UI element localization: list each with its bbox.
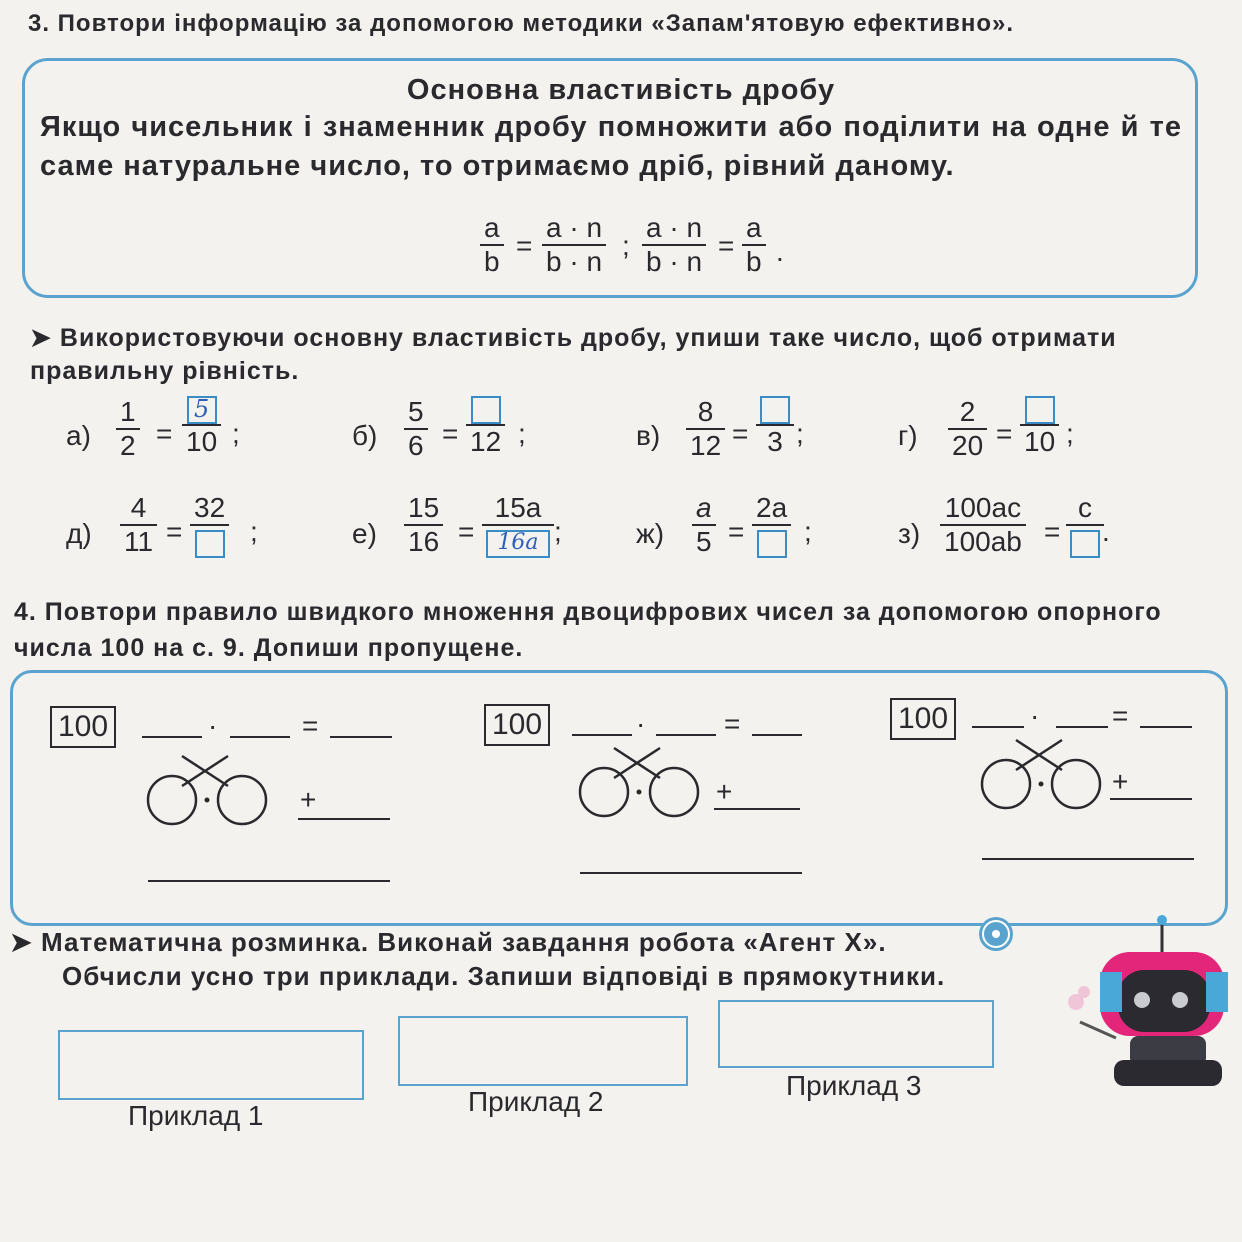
cross-scheme-icon [140, 748, 280, 830]
blank-input[interactable] [972, 726, 1024, 728]
formula-fraction-2: a · n b · n [542, 212, 606, 278]
base-number: 100 [50, 706, 116, 748]
cross-scheme-icon [974, 732, 1114, 814]
example-label-3: Приклад 3 [786, 1070, 922, 1101]
formula-fraction-4: a b [742, 212, 766, 278]
answer-input-d[interactable] [195, 530, 225, 558]
blank-input[interactable] [580, 872, 802, 874]
task3-heading: 3. Повтори інформацію за допомогою методики «Запам'ятовую ефективно». [28, 10, 1015, 37]
equals-sign: = [516, 230, 533, 261]
cross-scheme-icon [572, 740, 712, 822]
base-number: 100 [890, 698, 956, 740]
base-number: 100 [484, 704, 550, 746]
blank-input[interactable] [572, 734, 632, 736]
answer-input-v[interactable] [760, 396, 790, 424]
task4-heading: 4. Повтори правило швидкого множення двоцифрових чисел за допомогою опорного числа 100 на с. 9. Допиши пропущене. [14, 598, 1162, 662]
robot-agent-icon [1060, 912, 1236, 1092]
semicolon: ; [622, 230, 630, 261]
answer-input-e[interactable]: 16a [486, 530, 550, 558]
rule-text: Якщо чисельник і знаменник дробу помножити або поділити на одне й те саме натуральне число, то отримаємо дріб, рівний даному. [40, 111, 1182, 182]
blank-input[interactable] [752, 734, 802, 736]
blank-input[interactable] [714, 808, 800, 810]
blank-input[interactable] [1056, 726, 1108, 728]
answer-box-1[interactable] [58, 1030, 364, 1100]
answer-box-3[interactable] [718, 1000, 994, 1068]
example-label-1: Приклад 1 [128, 1100, 264, 1131]
answer-input-b[interactable] [471, 396, 501, 424]
blank-input[interactable] [230, 736, 290, 738]
blank-input[interactable] [1110, 798, 1192, 800]
answer-input-zh[interactable] [757, 530, 787, 558]
example-label-2: Приклад 2 [468, 1086, 604, 1117]
answer-input-a[interactable]: 5 [193, 394, 210, 423]
warmup-line-1: ➤ Математична розминка. Виконай завдання робота «Агент Х». [10, 927, 887, 957]
formula-fraction-3: a · n b · n [642, 212, 706, 278]
blank-input[interactable] [656, 734, 716, 736]
answer-box-2[interactable] [398, 1016, 688, 1086]
blank-input[interactable] [330, 736, 392, 738]
warmup-line-2: Обчисли усно три приклади. Запиши відповіді в прямокутники. [62, 961, 946, 991]
answer-input-g[interactable] [1025, 396, 1055, 424]
formula-fraction-1: a b [480, 212, 504, 278]
blank-input[interactable] [148, 880, 390, 882]
answer-input-z[interactable] [1070, 530, 1100, 558]
blank-input[interactable] [982, 858, 1194, 860]
blank-input[interactable] [1140, 726, 1192, 728]
instruction: ➤ Використовуючи основну властивість дробу, упиши таке число, щоб отримати правильну рівність. [30, 324, 1117, 385]
equals-sign: = [718, 230, 735, 261]
blank-input[interactable] [298, 818, 390, 820]
rule-title: Основна властивість дробу [406, 74, 836, 106]
blank-input[interactable] [142, 736, 202, 738]
period: . [776, 236, 784, 267]
disc-icon [976, 914, 1016, 954]
